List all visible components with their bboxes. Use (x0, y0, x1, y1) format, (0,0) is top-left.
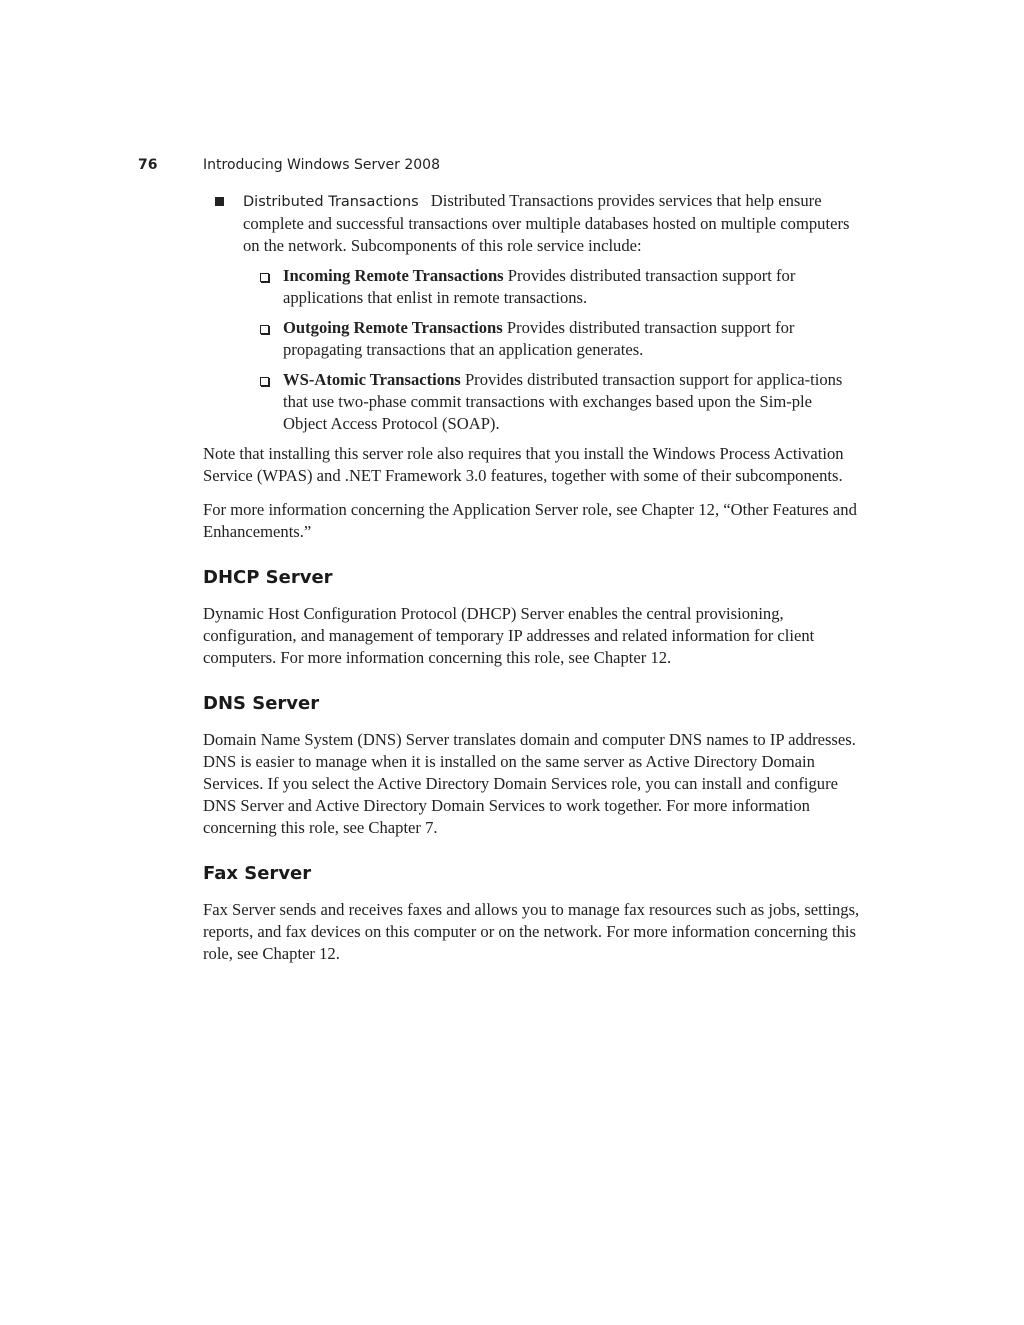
sub-item-lead: Outgoing Remote Transactions (283, 318, 503, 337)
page-number: 76 (138, 157, 158, 173)
sub-item-text: Provides distributed transaction support for applica-tions that use two-phase commit transactions with exchanges based upon the Sim-ple Object Access Protocol (SOAP). (283, 370, 843, 433)
bullet-paragraph (243, 190, 860, 257)
box-bullet-icon (260, 377, 269, 386)
sub-item-text: Provides distributed transaction support for applications that enlist in remote transactions. (283, 266, 796, 307)
sub-item-incoming (203, 265, 860, 309)
more-info-paragraph: For more information concerning the Application Server role, see Chapter 12, “Other Features and Enhancements.” (203, 500, 857, 541)
fax-heading: Fax Server (203, 863, 312, 884)
fax-paragraph: Fax Server sends and receives faxes and allows you to manage fax resources such as jobs, settings, reports, and fax devices on this computer or on the network. For more information concerning this role, see Chapter 12. (203, 900, 860, 963)
dhcp-heading: DHCP Server (203, 567, 333, 588)
sub-list (203, 265, 860, 435)
note-paragraph: Note that installing this server role also requires that you install the Windows Process Activation Service (WPAS) and .NET Framework 3.0 features, together with some of their subcomponents. (203, 444, 844, 485)
bullet-distributed-transactions (203, 190, 860, 257)
sub-item-outgoing (203, 317, 860, 361)
sub-item-ws-atomic (203, 369, 860, 435)
sub-item-lead: WS-Atomic Transactions (283, 370, 461, 389)
sub-item-paragraph (283, 317, 860, 361)
sub-item-paragraph (283, 369, 860, 435)
dhcp-paragraph: Dynamic Host Configuration Protocol (DHCP) Server enables the central provisioning, configuration, and management of temporary IP addresses and related information for client computers. For more information concerning this role, see Chapter 12. (203, 604, 815, 667)
sub-item-text: Provides distributed transaction support for propagating transactions that an application generates. (283, 318, 795, 359)
page-content (203, 190, 860, 977)
sub-item-paragraph (283, 265, 860, 309)
box-bullet-icon (260, 325, 269, 334)
square-bullet-icon (215, 197, 224, 206)
bullet-text: Distributed Transactions provides services that help ensure complete and successful transactions over multiple databases hosted on multiple computers on the network. Subcomponents of this role service include: (243, 191, 850, 255)
box-bullet-icon (260, 273, 269, 282)
dns-heading: DNS Server (203, 693, 320, 714)
dns-paragraph: Domain Name System (DNS) Server translates domain and computer DNS names to IP addresses. DNS is easier to manage when it is installed on the same server as Active Directory Domain Services. If you select the Active Directory Domain Services role, you can install and configure DNS Server and Active Directory Domain Services to work together. For more information concerning this role, see Chapter 7. (203, 730, 856, 837)
running-title: Introducing Windows Server 2008 (203, 157, 440, 173)
bullet-lead: Distributed Transactions (243, 194, 419, 210)
sub-item-lead: Incoming Remote Transactions (283, 266, 504, 285)
